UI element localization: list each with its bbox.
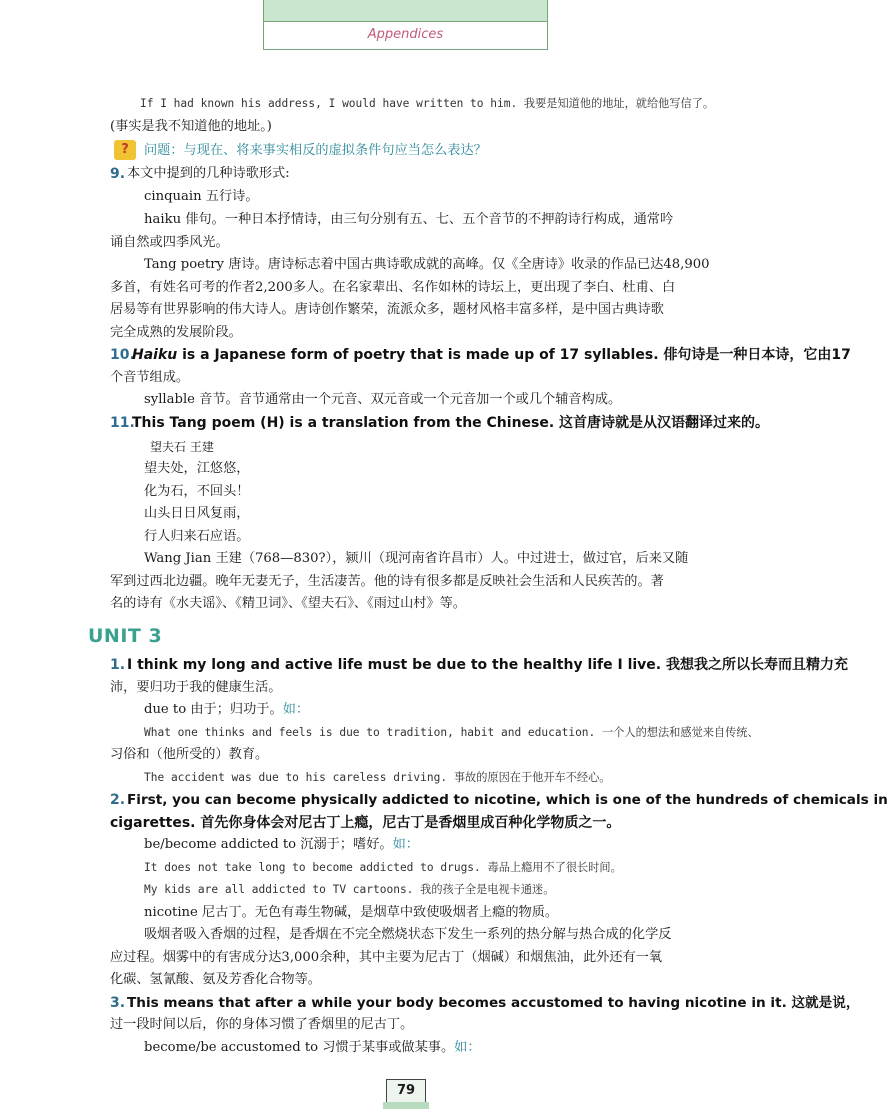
item-number: 2.: [110, 792, 126, 808]
text-line: [144, 836, 419, 854]
text-line: If I had known his address, I would have written to him. 我要是知道他的地址，就给他写信了。: [140, 97, 715, 110]
text-span: become/be accustomed to 习惯于某事或做某事。: [144, 1040, 455, 1055]
text-line: cinquain 五行诗。: [144, 189, 259, 204]
text-line: 本文中提到的几种诗歌形式:: [127, 166, 290, 181]
text-line: 军到过西北边疆。晚年无妻无子，生活凄苦。他的诗有很多都是反映社会生活和人民疾苦的。著: [110, 574, 664, 589]
page-number: 79: [386, 1079, 426, 1103]
poem-title: 望夫石 王建: [150, 440, 214, 454]
text-line: 名的诗有《水夫谣》、《精卫词》、《望夫石》、《雨过山村》等。: [110, 596, 467, 611]
text-line: haiku 俳句。一种日本抒情诗，由三句分别有五、七、五个音节的不押韵诗行构成，通常吟: [144, 212, 674, 227]
text-line: 完全成熟的发展阶段。: [110, 325, 242, 340]
header-tab: [263, 0, 548, 50]
item-number: 9.: [110, 166, 126, 182]
text-line: My kids are all addicted to TV cartoons. 我的孩子全是电视卡通迷。: [144, 883, 555, 896]
text-line: cigarettes. 首先你身体会对尼古丁上瘾，尼古丁是香烟里成百种化学物质之一。: [110, 815, 621, 831]
text-line: 化碳、氢氰酸、氨及芳香化合物等。: [110, 972, 321, 987]
text-line: Tang poetry 唐诗。唐诗标志着中国古典诗歌成就的高峰。仅《全唐诗》收录的作品已达48,900: [144, 257, 710, 272]
text-line: This means that after a while your body becomes accustomed to having nicotine in it. 这就是说，: [127, 995, 860, 1011]
poem-line: 化为石，不回头！: [144, 484, 250, 499]
text-line: [132, 346, 851, 364]
example-marker: 如：: [282, 702, 310, 717]
question-icon: ?: [114, 140, 136, 160]
text-line: 应过程。烟雾中的有害成分达3,000余种，其中主要为尼古丁（烟碱）和烟焦油，此外还有一氧: [110, 950, 663, 965]
text-line: nicotine 尼古丁。无色有毒生物碱，是烟草中致使吸烟者上瘾的物质。: [144, 905, 559, 920]
text-line: syllable 音节。音节通常由一个元音、双元音或一个元音加一个或几个辅音构成。: [144, 392, 622, 407]
question-text: 问题：与现在、将来事实相反的虚拟条件句应当怎么表达？: [144, 143, 487, 158]
item-number: 3.: [110, 995, 126, 1011]
text-line: 多首，有姓名可考的作者2,200多人。在名家辈出、名作如林的诗坛上，更出现了李白、杜甫、白: [110, 280, 676, 295]
item-number: 1.: [110, 657, 126, 673]
poem-line: 行人归来石应语。: [144, 529, 250, 544]
header-band: [264, 0, 547, 22]
text-line: (事实是我不知道他的地址。): [110, 119, 272, 134]
text-line: This Tang poem (H) is a translation from the Chinese. 这首唐诗就是从汉语翻译过来的。: [132, 415, 770, 431]
text-line: [144, 1039, 481, 1057]
poem-line: 山头日日风复雨，: [144, 506, 250, 521]
text-line: 沛，要归功于我的健康生活。: [110, 680, 282, 695]
example-marker: 如：: [392, 837, 419, 852]
term: Haiku: [132, 347, 178, 363]
text-line: [144, 701, 309, 719]
unit-heading: UNIT 3: [88, 625, 163, 647]
text-line: 诵自然或四季风光。: [110, 235, 229, 250]
text-line: First, you can become physically addicted to nicotine, which is one of the hundreds of chemicals in: [127, 792, 888, 808]
section-title: Appendices: [367, 27, 444, 42]
text-span: be/become addicted to 沉溺于；嗜好。: [144, 837, 393, 852]
example-marker: 如：: [454, 1040, 481, 1055]
text-line: What one thinks and feels is due to tradition, habit and education. 一个人的想法和感觉来自传统、: [144, 726, 759, 739]
item-number: 11.: [110, 415, 135, 431]
text-line: 吸烟者吸入香烟的过程，是香烟在不完全燃烧状态下发生一系列的热分解与热合成的化学反: [144, 927, 672, 942]
text-span: due to 由于；归功于。: [144, 702, 283, 717]
item-number: 10.: [110, 347, 135, 363]
text-line: 过一段时间以后，你的身体习惯了香烟里的尼古丁。: [110, 1017, 414, 1032]
text-line: It does not take long to become addicted to drugs. 毒品上瘾用不了很长时间。: [144, 861, 622, 874]
text-span: is a Japanese form of poetry that is made up of 17 syllables. 俳句诗是一种日本诗，它由17: [177, 347, 851, 363]
text-line: 习俗和（他所受的）教育。: [110, 747, 269, 762]
text-line: The accident was due to his careless driving. 事故的原因在于他开车不经心。: [144, 771, 611, 784]
text-line: 个音节组成。: [110, 370, 190, 385]
footer-bar: [383, 1102, 429, 1109]
text-line: I think my long and active life must be due to the healthy life I live. 我想我之所以长寿而且精力充: [127, 657, 848, 673]
poem-line: 望夫处，江悠悠，: [144, 461, 250, 476]
text-line: Wang Jian 王建（768—830?），颍川（现河南省许昌市）人。中过进士，做过官，后来又随: [144, 551, 689, 566]
text-line: 居易等有世界影响的伟大诗人。唐诗创作繁荣，流派众多，题材风格丰富多样，是中国古典诗歌: [110, 302, 664, 317]
